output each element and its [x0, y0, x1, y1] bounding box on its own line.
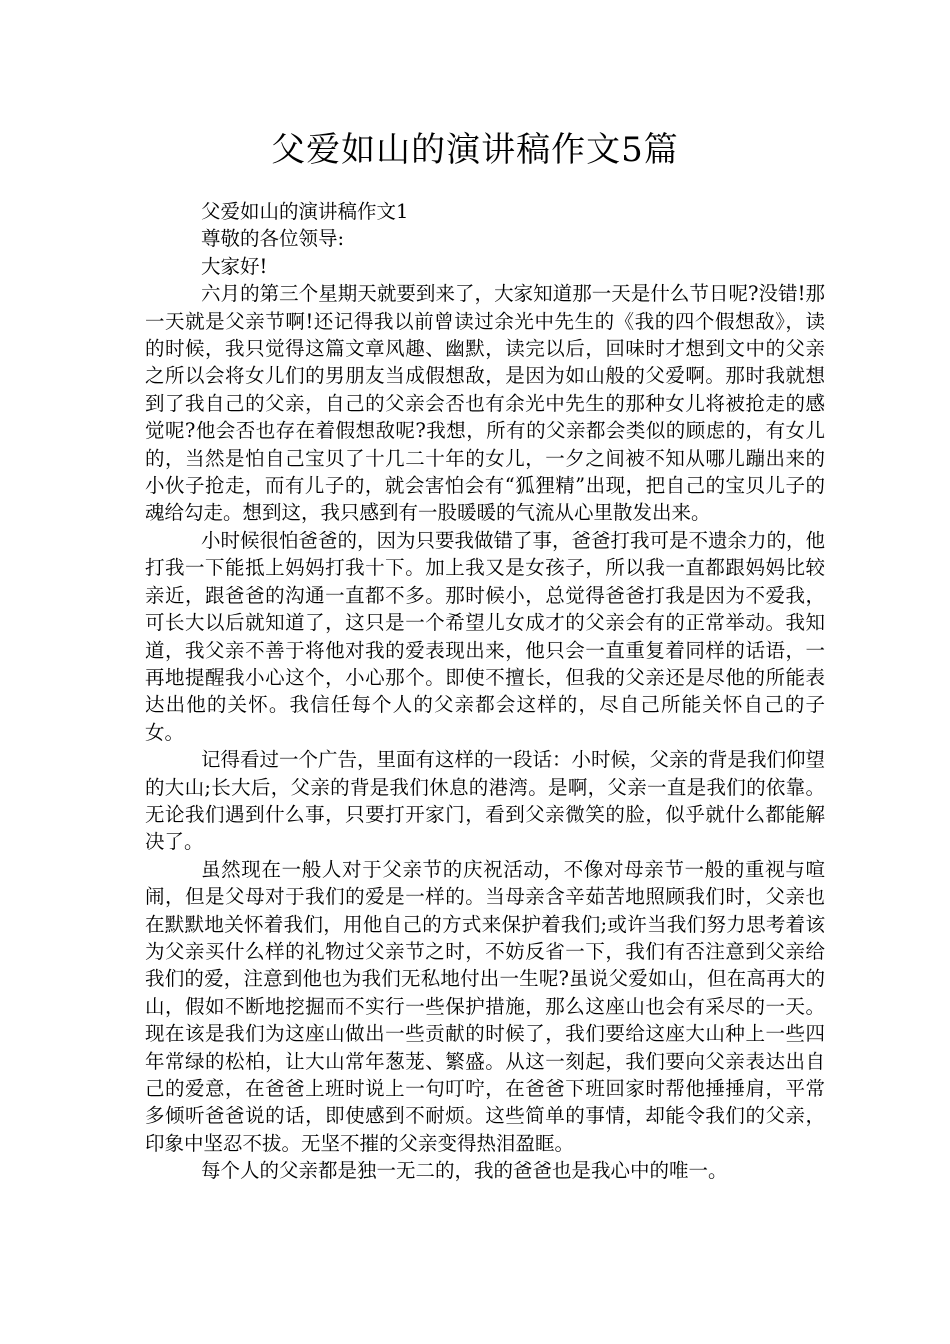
paragraph: 记得看过一个广告，里面有这样的一段话：小时候，父亲的背是我们仰望的大山;长大后，父亲的背是我们休息的港湾。是啊，父亲一直是我们的依靠。无论我们遇到什么事，只要打开家门，看到父亲微笑的脸，似乎就什么都能解决了。 — [145, 748, 826, 854]
document-title: 父爱如山的演讲稿作文5篇 — [271, 130, 679, 170]
salutation: 尊敬的各位领导: — [201, 227, 345, 251]
subheading: 父爱如山的演讲稿作文1 — [201, 200, 409, 223]
paragraph: 虽然现在一般人对于父亲节的庆祝活动，不像对母亲节一般的重视与喧闹，但是父母对于我们的爱是一样的。当母亲含辛茹苦地照顾我们时，父亲也在默默地关怀着我们，用他自己的方式来保护着我们;或许当我们努力思考着该为父亲买什么样的礼物过父亲节之时，不妨反省一下，我们有否注意到父亲给我们的爱，注意到他也为我们无私地付出一生呢?虽说父爱如山，但在高再大的山，假如不断地挖掘而不实行一些保护措施，那么这座山也会有采尽的一天。现在该是我们为这座山做出一些贡献的时候了，我们要给这座大山种上一些四年常绿的松柏，让大山常年葱茏、繁盛。从这一刻起，我们要向父亲表达出自己的爱意，在爸爸上班时说上一句叮咛，在爸爸下班回家时帮他捶捶肩，平常多倾听爸爸说的话，即使感到不耐烦。这些简单的事情，却能令我们的父亲，印象中坚忍不拔。无坚不摧的父亲变得热泪盈眶。 — [145, 857, 825, 1155]
paragraph: 六月的第三个星期天就要到来了，大家知道那一天是什么节日呢?没错!那一天就是父亲节啊!还记得我以前曾读过余光中先生的《我的四个假想敌》，读的时候，我只觉得这篇文章风趣、幽默，读完以后，回味时才想到文中的父亲之所以会将女儿们的男朋友当成假想敌，是因为如山般的父爱啊。那时我就想到了我自己的父亲，自己的父亲会否也有余光中先生的那种女儿将被抢走的感觉呢?他会否也存在着假想敌呢?我想，所有的父亲都会类似的顾虑的，有女儿的，当然是怕自己宝贝了十几二十年的女儿，一夕之间被不知从哪儿蹦出来的小伙子抢走，而有儿子的，就会害怕会有“狐狸精”出现，把自己的宝贝儿子的魂给勾走。想到这，我只感到有一股暖暖的气流从心里散发出来。 — [145, 282, 825, 525]
paragraph: 小时候很怕爸爸的，因为只要我做错了事，爸爸打我可是不遗余力的，他打我一下能抵上妈妈打我十下。加上我又是女孩子，所以我一直都跟妈妈比较亲近，跟爸爸的沟通一直都不多。那时候小，总觉得爸爸打我是因为不爱我，可长大以后就知道了，这只是一个希望儿女成才的父亲会有的正常举动。我知道，我父亲不善于将他对我的爱表现出来，他只会一直重复着同样的话语，一再地提醒我小心这个，小心那个。即使不擅长，但我的父亲还是尽他的所能表达出他的关怀。我信任每个人的父亲都会这样的，尽自己所能关怀自己的子女。 — [145, 528, 826, 744]
greeting: 大家好! — [201, 254, 268, 278]
document-body — [145, 198, 825, 1185]
paragraph: 每个人的父亲都是独一无二的，我的爸爸也是我心中的唯一。 — [201, 1159, 728, 1183]
